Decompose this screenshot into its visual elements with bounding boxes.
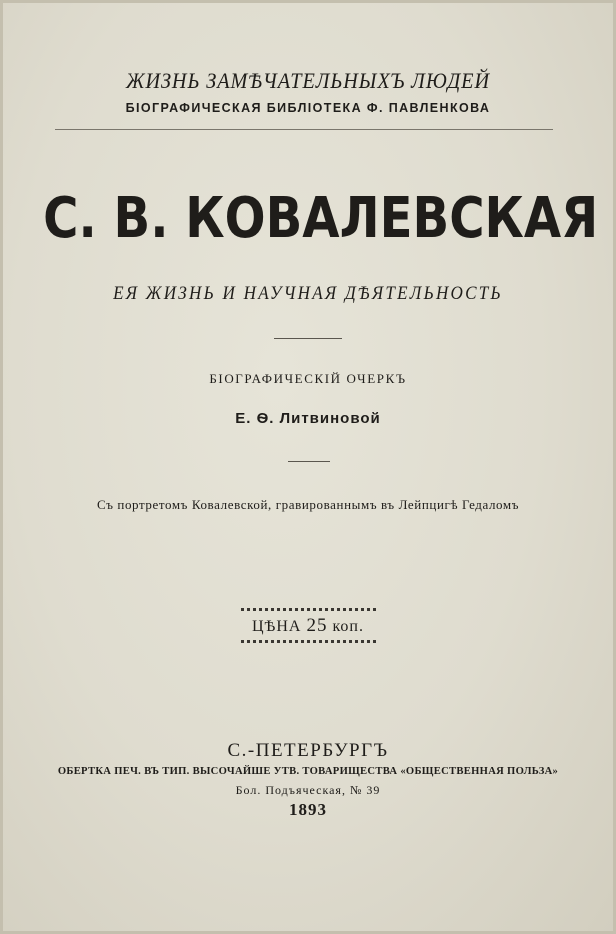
dotted-divider xyxy=(241,608,376,611)
book-title: С. В. КОВАЛЕВСКАЯ xyxy=(43,186,599,251)
price-unit: коп. xyxy=(332,618,364,635)
header-divider xyxy=(55,129,553,130)
short-divider xyxy=(274,338,342,339)
price-label: ЦѢНА xyxy=(252,618,302,635)
book-subtitle: ЕЯ ЖИЗНЬ И НАУЧНАЯ ДѢЯТЕЛЬНОСТЬ xyxy=(113,283,503,304)
series-title: ЖИЗНЬ ЗАМѢЧАТЕЛЬНЫХЪ ЛЮДЕЙ xyxy=(125,68,490,93)
price-line xyxy=(0,615,616,637)
author-name: Е. Ѳ. Литвиновой xyxy=(235,410,381,427)
genre-label: БІОГРАФИЧЕСКІЙ ОЧЕРКЪ xyxy=(209,371,407,386)
imprint-city: С.-ПЕТЕРБУРГЪ xyxy=(227,740,389,761)
imprint-year: 1893 xyxy=(289,800,327,819)
series-subtitle: БІОГРАФИЧЕСКАЯ БИБЛІОТЕКА Ф. ПАВЛЕНКОВА xyxy=(125,101,491,115)
imprint-printer: ОБЕРТКА ПЕЧ. ВЪ ТИП. ВЫСОЧАЙШЕ УТВ. ТОВАРИЩЕСТВА «ОБЩЕСТВЕННАЯ ПОЛЬЗА» xyxy=(57,766,559,777)
imprint-address: Бол. Подъяческая, № 39 xyxy=(235,783,381,797)
dotted-divider xyxy=(241,640,376,643)
portrait-note: Съ портретомъ Ковалевской, гравированнымъ въ Лейпцигѣ Гедаломъ xyxy=(96,497,520,512)
price-amount: 25 xyxy=(306,615,328,636)
short-divider xyxy=(288,461,330,462)
